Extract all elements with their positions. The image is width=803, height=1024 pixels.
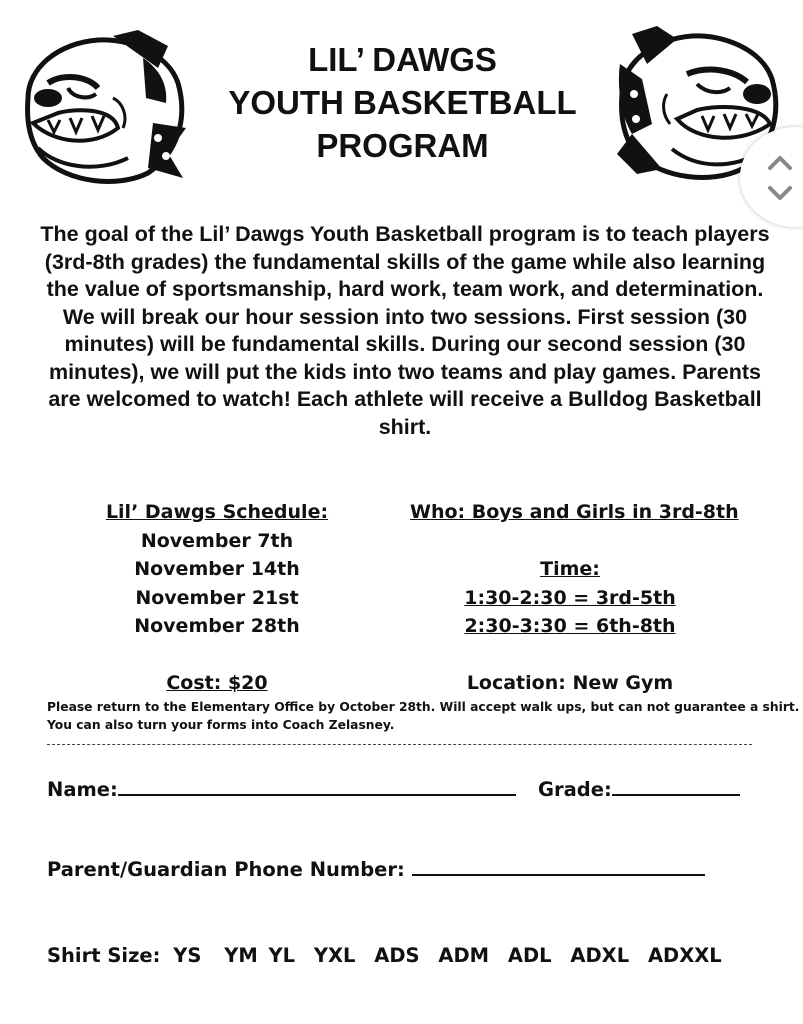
schedule-heading: Lil’ Dawgs Schedule: — [105, 501, 329, 523]
phone-blank[interactable] — [412, 856, 705, 876]
phone-label: Parent/Guardian Phone Number: — [47, 858, 405, 881]
chevron-up-icon[interactable] — [770, 158, 790, 168]
note-line-2: You can also turn your forms into Coach Zelasney. — [47, 718, 395, 732]
name-blank[interactable] — [118, 776, 516, 796]
shirt-size-option[interactable]: ADXL — [570, 944, 630, 967]
cut-line-divider — [47, 744, 752, 745]
shirt-size-option[interactable]: YXL — [313, 944, 356, 967]
program-title — [200, 38, 605, 167]
shirt-size-option[interactable]: ADS — [374, 944, 420, 967]
bulldog-logo-left — [18, 28, 188, 188]
shirt-size-option[interactable]: YL — [268, 944, 296, 967]
scroll-navigation-widget[interactable] — [740, 127, 803, 227]
schedule-date: November 28th — [134, 615, 300, 637]
schedule-column — [102, 498, 332, 641]
title-line-3: PROGRAM — [316, 127, 489, 164]
shirt-size-option[interactable]: ADM — [438, 944, 490, 967]
title-line-1: LIL’ DAWGS — [308, 41, 497, 78]
note-line-1: Please return to the Elementary Office by October 28th. Will accept walk ups, but can not guarantee a shirt. — [47, 700, 800, 714]
time-heading: Time: — [540, 558, 600, 580]
chevron-down-icon[interactable] — [770, 188, 790, 198]
grade-blank[interactable] — [612, 776, 740, 796]
shirt-size-label: Shirt Size: — [47, 944, 161, 967]
who-time-column — [410, 498, 739, 641]
shirt-size-option[interactable]: YS — [173, 944, 202, 967]
grade-field[interactable] — [538, 776, 740, 801]
return-note — [47, 698, 800, 734]
shirt-size-option[interactable]: ADXXL — [647, 944, 722, 967]
grade-label: Grade: — [538, 778, 612, 801]
shirt-size-option[interactable]: ADL — [507, 944, 552, 967]
cost-label: Cost: $20 — [166, 672, 268, 694]
session-paragraph: We will break our hour session into two sessions. First session (30 minutes) will be fundamental skills. During our second session (30 minutes), we will put the kids into two teams and play games. Parents are welcomed to watch! Each athlete will receive a Bulldog Basketball shirt. — [48, 304, 762, 439]
name-field[interactable] — [47, 776, 516, 801]
schedule-date: November 21st — [135, 586, 299, 609]
shirt-size-options — [47, 944, 722, 967]
shirt-size-option[interactable]: YM — [224, 944, 258, 967]
who-heading: Who: Boys and Girls in 3rd-8th — [410, 501, 739, 523]
time-slot: 1:30-2:30 = 3rd-5th — [464, 586, 676, 609]
time-slot: 2:30-3:30 = 6th-8th — [464, 615, 676, 637]
location-label: Location: New Gym — [466, 672, 674, 694]
schedule-date: November 7th — [140, 529, 294, 552]
goal-paragraph: The goal of the Lil’ Dawgs Youth Basketball program is to teach players (3rd-8th grades) the fundamental skills of the game while also learning the value of sportsmanship, hard work, team work, and determination. — [40, 222, 770, 301]
schedule-date: November 14th — [134, 558, 300, 580]
phone-field[interactable] — [47, 856, 705, 881]
program-description — [40, 221, 770, 441]
title-line-2: YOUTH BASKETBALL — [228, 84, 577, 121]
name-label: Name: — [47, 778, 118, 801]
